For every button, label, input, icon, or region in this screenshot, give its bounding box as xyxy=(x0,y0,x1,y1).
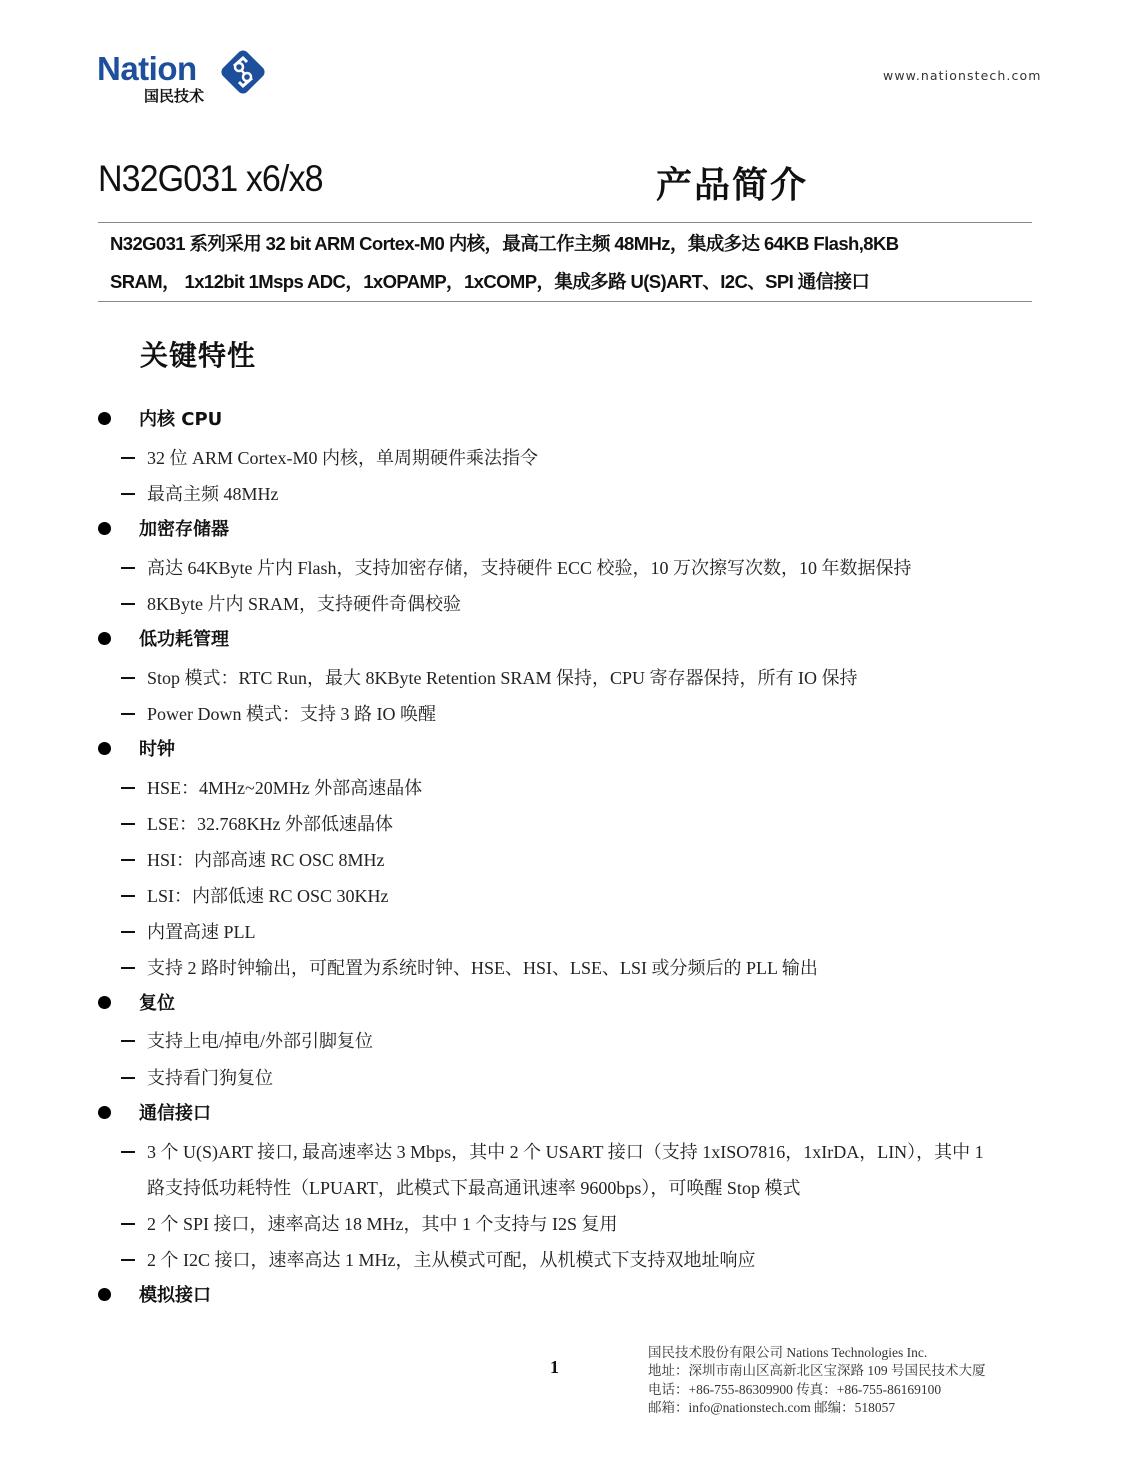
feature-item: 32 位 ARM Cortex-M0 内核，单周期硬件乘法指令 xyxy=(121,444,538,470)
dash-icon xyxy=(121,931,135,933)
feature-section-label: 模拟接口 xyxy=(139,1285,211,1306)
dash-icon xyxy=(121,1259,135,1261)
website-url[interactable]: www.nationstech.com xyxy=(883,68,1042,83)
feature-section-label: 内核 CPU xyxy=(139,409,223,430)
dash-icon xyxy=(121,1040,135,1042)
feature-section-label: 通信接口 xyxy=(139,1103,211,1124)
bullet-icon xyxy=(98,632,111,645)
dash-icon xyxy=(121,1223,135,1225)
dash-icon xyxy=(121,677,135,679)
feature-item: 支持看门狗复位 xyxy=(121,1064,273,1090)
summary-line-1: N32G031 系列采用 32 bit ARM Cortex-M0 内核，最高工作主频 48MHz，集成多达 64KB Flash,8KB xyxy=(110,233,899,254)
dash-icon xyxy=(121,859,135,861)
feature-section-analog xyxy=(98,1281,211,1307)
feature-item: 最高主频 48MHz xyxy=(121,480,279,506)
dash-icon xyxy=(121,1151,135,1153)
feature-section-low-power xyxy=(98,625,229,651)
feature-section-label: 时钟 xyxy=(139,739,175,760)
footer-email: 邮箱：info@nationstech.com 邮编：518057 xyxy=(648,1399,896,1415)
feature-item: 内置高速 PLL xyxy=(121,918,256,944)
divider-bottom xyxy=(98,301,1032,302)
bullet-icon xyxy=(98,996,111,1009)
key-features-heading: 关键特性 xyxy=(140,339,257,372)
dash-icon xyxy=(121,457,135,459)
page-number: 1 xyxy=(550,1357,559,1377)
feature-section-label: 加密存储器 xyxy=(139,519,229,540)
footer-company: 国民技术股份有限公司 Nations Technologies Inc. xyxy=(648,1345,928,1360)
product-title: N32G031 x6/x8 xyxy=(98,158,323,199)
feature-item: Power Down 模式：支持 3 路 IO 唤醒 xyxy=(121,700,436,726)
feature-section-cpu xyxy=(98,405,222,431)
company-footer xyxy=(648,1344,986,1417)
feature-section-clock xyxy=(98,735,175,761)
dash-icon xyxy=(121,967,135,969)
feature-item: 3 个 U(S)ART 接口, 最高速率达 3 Mbps，其中 2 个 USART 接口（支持 1xISO7816，1xIrDA，LIN），其中 1 xyxy=(121,1138,984,1164)
dash-icon xyxy=(121,823,135,825)
feature-section-label: 复位 xyxy=(139,993,175,1014)
feature-section-reset xyxy=(98,989,175,1015)
document-type-title: 产品简介 xyxy=(656,165,809,206)
dash-icon xyxy=(121,603,135,605)
feature-item: 支持 2 路时钟输出，可配置为系统时钟、HSE、HSI、LSE、LSI 或分频后的 PLL 输出 xyxy=(121,954,818,980)
divider-top xyxy=(98,222,1032,223)
feature-section-label: 低功耗管理 xyxy=(139,629,229,650)
company-logo xyxy=(97,46,272,108)
feature-item: 2 个 SPI 接口，速率高达 18 MHz，其中 1 个支持与 I2S 复用 xyxy=(121,1210,618,1236)
dash-icon xyxy=(121,787,135,789)
bullet-icon xyxy=(98,522,111,535)
feature-item: 8KByte 片内 SRAM，支持硬件奇偶校验 xyxy=(121,590,461,616)
feature-item-continuation: 路支持低功耗特性（LPUART，此模式下最高通讯速率 9600bps），可唤醒 Stop 模式 xyxy=(147,1178,801,1198)
footer-phone: 电话：+86-755-86309900 传真：+86-755-86169100 xyxy=(648,1381,942,1397)
feature-item: 支持上电/掉电/外部引脚复位 xyxy=(121,1027,373,1053)
bullet-icon xyxy=(98,1288,111,1301)
nation-logo-icon xyxy=(217,46,269,98)
feature-item: HSE：4MHz~20MHz 外部高速晶体 xyxy=(121,774,422,800)
feature-item: LSE：32.768KHz 外部低速晶体 xyxy=(121,810,393,836)
feature-section-communication xyxy=(98,1099,211,1125)
footer-address: 地址：深圳市南山区高新北区宝深路 109 号国民技术大厦 xyxy=(648,1363,986,1379)
feature-item: 高达 64KByte 片内 Flash，支持加密存储，支持硬件 ECC 校验，10 万次擦写次数，10 年数据保持 xyxy=(121,554,912,580)
dash-icon xyxy=(121,567,135,569)
dash-icon xyxy=(121,1077,135,1079)
bullet-icon xyxy=(98,412,111,425)
feature-item: Stop 模式：RTC Run，最大 8KByte Retention SRAM 保持，CPU 寄存器保持，所有 IO 保持 xyxy=(121,664,857,690)
feature-item: HSI：内部高速 RC OSC 8MHz xyxy=(121,846,385,872)
feature-section-memory xyxy=(98,515,229,541)
bullet-icon xyxy=(98,1106,111,1119)
feature-item: 2 个 I2C 接口，速率高达 1 MHz，主从模式可配，从机模式下支持双地址响应 xyxy=(121,1246,756,1272)
dash-icon xyxy=(121,713,135,715)
dash-icon xyxy=(121,895,135,897)
summary-line-2: SRAM， 1x12bit 1Msps ADC，1xOPAMP，1xCOMP，集成多路 U(S)ART、I2C、SPI 通信接口 xyxy=(110,271,870,292)
logo-wordmark: Nation xyxy=(97,50,197,87)
feature-item: LSI：内部低速 RC OSC 30KHz xyxy=(121,882,389,908)
logo-chinese-name: 国民技术 xyxy=(144,87,205,105)
bullet-icon xyxy=(98,742,111,755)
dash-icon xyxy=(121,493,135,495)
